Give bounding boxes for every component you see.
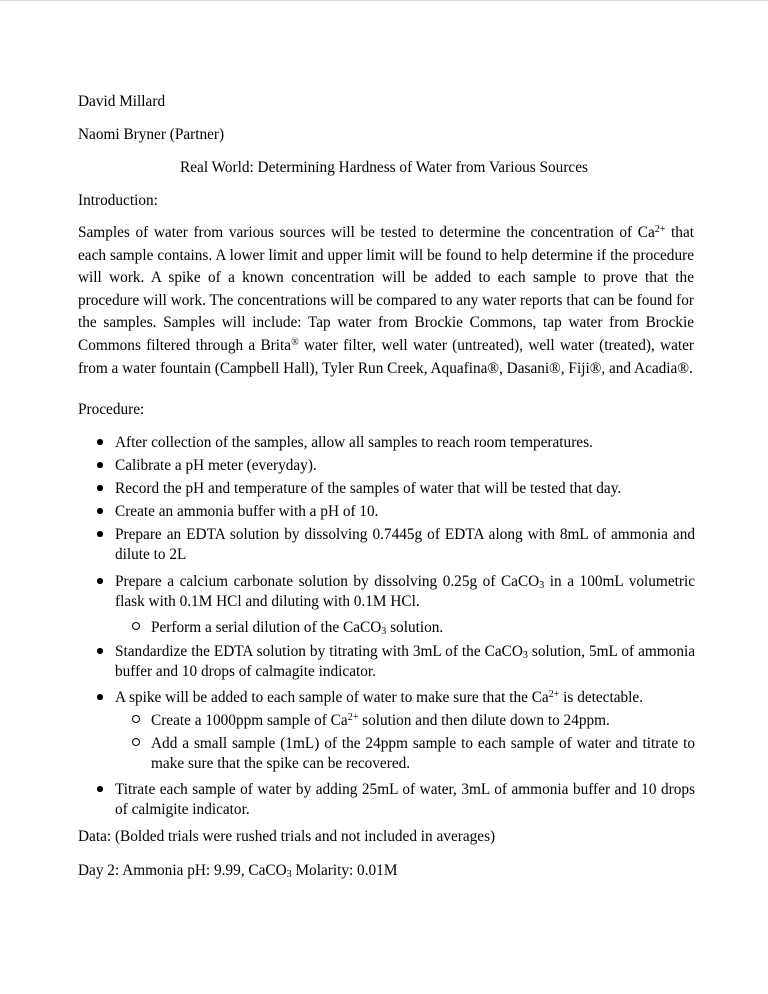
circle-bullet-icon (132, 738, 140, 746)
data-note: Data: (Bolded trials were rushed trials and not included in averages) (78, 828, 496, 845)
circle-bullet-icon (132, 622, 140, 630)
introduction-heading: Introduction: (78, 192, 158, 209)
day2-summary: Day 2: Ammonia pH: 9.99, CaCO$_3$ Molarity: 0.01M (78, 862, 398, 880)
report-title: Real World: Determining Hardness of Water from Various Sources (180, 159, 588, 176)
partner-name: Naomi Bryner (Partner) (78, 126, 225, 143)
introduction-paragraph: Samples of water from various sources will be tested to determine the concentration of $Ca^{2+}$ that each sample contains. A lower limit and upper limit will be found to help determine if the procedure will work. A spike of a known concentration will be added to each sample to prove that the procedure will work. The concentrations will be compared to any water reports that can be found for the samples. Samples will include: Tap water from Brockie Commons, tap water from Brockie Commons filtered through a Brita® water filter, well water (untreated), well water (treated), water from a water fountain (Campbell Hall), Tyler Run Creek, Aquafina®, Dasani®, Fiji®, and Acadia®. (78, 224, 695, 377)
bullet-icon (97, 694, 103, 700)
bullet-icon (97, 439, 103, 445)
bullet-icon (97, 786, 103, 792)
bullet-icon (97, 578, 103, 584)
procedure-heading: Procedure: (78, 401, 145, 418)
author-name: David Millard (78, 93, 166, 110)
bullet-icon (97, 531, 103, 537)
bullet-icon (97, 462, 103, 468)
bullet-icon (97, 648, 103, 654)
bullet-icon (97, 485, 103, 491)
circle-bullet-icon (132, 715, 140, 723)
bullet-icon (97, 508, 103, 514)
document-page: David Millard Naomi Bryner (Partner) Real World: Determining Hardness of Water from Various Sources Introduction: Samples of water from various sources will be tested to determine the concentration of $Ca^{2+}$ that each sample contains. A lower limit and upper limit will be found to help determine if the procedure will work. A spike of a known concentration will be added to each sample to prove that the procedure will work. The concentrations will be compared to any water reports that can be found for the samples. Samples will include: Tap water from Brockie Commons, tap water from Brockie Commons filtered through a Brita® water filter, well water (untreated), well water (treated), water from a water fountain (Campbell Hall), Tyler Run Creek, Aquafina®, Dasani®, Fiji®, and Acadia®. Procedure: After collection of the samples, allow all samples to reach room temperatures. Calibrate a pH meter (everyday). Record the pH and temperature of the samples of water that will be tested that day. Create an ammonia buffer with a pH of 10. Prepare an EDTA solution by dissolving 0.7445g of EDTA along with 8mL of ammonia and dilute to 2L Prepare a calcium carbonate solution by dissolving 0.25g of CaCO$_3$ in a 100mL volumetric flask with 0.1M HCl and diluting with 0.1M HCl. Perform a serial dilution of the CaCO$_3$ solution. Standardize the EDTA solution by titrating with 3mL of the CaCO$_3$ solution, 5mL of ammonia buffer and 10 drops of calmagite indicator. A spike will be added to each sample of water to make sure that the $Ca^{2+}$ is detectable. Create a 1000ppm sample of $Ca^{2+}$ solution and then dilute down to 24ppm. Add a small sample (1mL) of the 24ppm sample to each sample of water and titrate to make sure that the spike can be recovered. Titrate each sample of water by adding 25mL of water, 3mL of ammonia buffer and 10 drops of calmigite indicator. Data: (Bolded trials were rushed trials and not included in averages) Day 2: Ammonia pH: 9.99, CaCO$_3$ Molarity: 0.01M (0, 0, 768, 994)
